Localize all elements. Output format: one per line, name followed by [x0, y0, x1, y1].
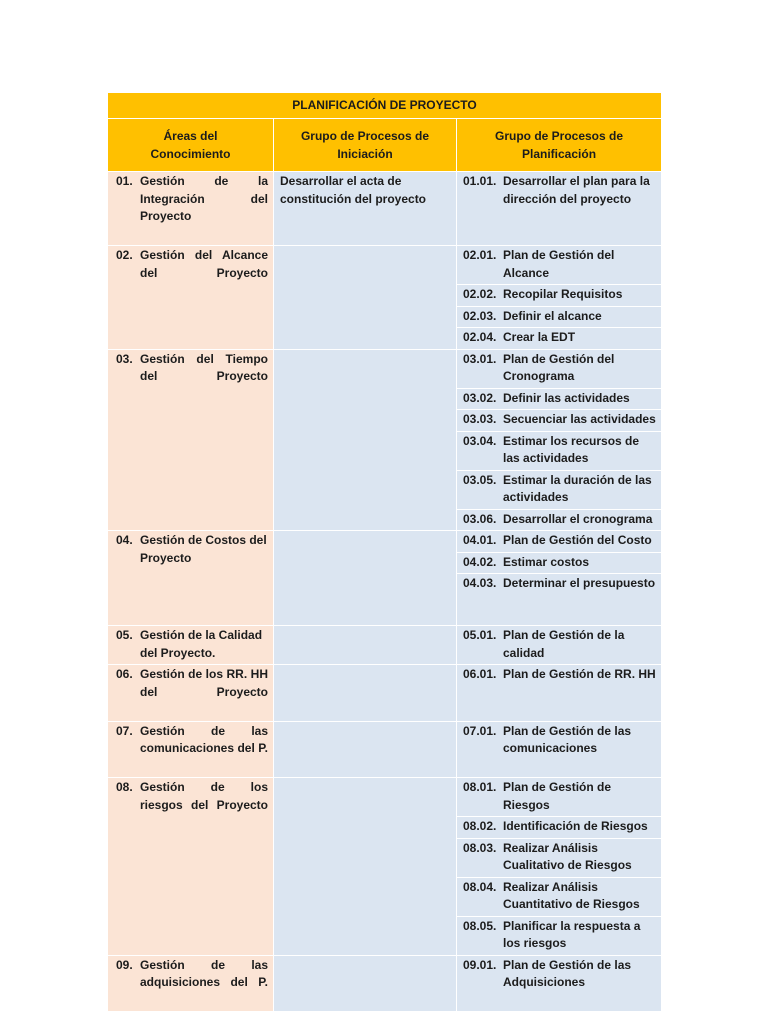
process-name: Plan de Gestión de las Adquisiciones	[503, 957, 632, 989]
planning-table	[107, 92, 662, 1012]
process-cell	[457, 431, 662, 470]
process-item	[463, 433, 657, 468]
process-name: Desarrollar el plan para la dirección del proyecto	[503, 174, 650, 206]
process-name: Secuenciar las actividades	[503, 412, 656, 426]
iniciacion-cell	[274, 246, 457, 350]
process-item	[463, 575, 657, 593]
area-name: Gestión de los RR. HH del Proyecto	[140, 667, 268, 699]
header-iniciacion: Grupo de Procesos de Iniciación	[274, 119, 457, 172]
area-number: 06.	[116, 667, 133, 681]
iniciacion-cell: Desarrollar el acta de constitución del proyecto	[274, 172, 457, 246]
process-cell	[457, 509, 662, 531]
process-code: 01.01.	[463, 174, 497, 188]
area-number: 02.	[116, 248, 133, 262]
process-cell	[457, 531, 662, 553]
area-name: Gestión del Tiempo del Proyecto	[140, 351, 268, 383]
process-code: 08.01.	[463, 780, 497, 794]
area-cell	[108, 721, 274, 778]
iniciacion-cell	[274, 955, 457, 1012]
process-cell	[457, 306, 662, 328]
process-code: 08.03.	[463, 840, 497, 855]
process-cell	[457, 955, 662, 1012]
process-code: 03.03.	[463, 412, 497, 426]
area-item	[116, 666, 268, 719]
process-item	[463, 308, 657, 326]
process-cell	[457, 246, 662, 285]
process-name: Realizar Análisis Cuantitativo de Riesgos	[503, 879, 640, 911]
area-cell	[108, 172, 274, 246]
area-item	[116, 351, 268, 404]
area-item	[116, 532, 268, 567]
process-name: Plan de Gestión de las comunicaciones	[503, 723, 632, 755]
process-code: 09.01.	[463, 957, 497, 972]
process-name: Desarrollar el cronograma	[503, 511, 653, 526]
area-name: Gestión de la Calidad del Proyecto.	[140, 628, 263, 660]
area-number: 05.	[116, 628, 133, 642]
process-cell	[457, 172, 662, 246]
process-item	[463, 329, 657, 347]
area-cell	[108, 531, 274, 626]
process-item	[463, 840, 657, 875]
area-number: 01.	[116, 174, 133, 188]
area-item	[116, 247, 268, 300]
table-row	[108, 721, 662, 778]
area-item	[116, 957, 268, 1010]
process-name: Identificación de Riesgos	[503, 819, 648, 833]
process-item	[463, 627, 657, 662]
process-item	[463, 511, 657, 529]
iniciacion-cell	[274, 531, 457, 626]
process-item	[463, 918, 657, 953]
table-row	[108, 955, 662, 1012]
process-item	[463, 247, 657, 282]
iniciacion-cell	[274, 626, 457, 665]
process-cell	[457, 410, 662, 432]
process-item	[463, 173, 657, 208]
process-item	[463, 666, 657, 684]
table-row	[108, 665, 662, 722]
area-cell	[108, 955, 274, 1012]
process-name: Plan de Gestión de Riesgos	[503, 780, 612, 812]
process-code: 04.02.	[463, 554, 497, 569]
process-item	[463, 472, 657, 507]
process-code: 03.04.	[463, 433, 497, 448]
process-item	[463, 390, 657, 408]
area-name: Gestión de las comunicaciones del P.	[140, 723, 268, 755]
iniciacion-cell	[274, 721, 457, 778]
process-cell	[457, 916, 662, 955]
process-code: 08.05.	[463, 918, 497, 933]
process-name: Definir las actividades	[503, 390, 630, 405]
title-row	[108, 93, 662, 119]
process-code: 04.03.	[463, 576, 497, 590]
area-cell	[108, 349, 274, 531]
table-row	[108, 172, 662, 246]
process-code: 02.03.	[463, 308, 497, 323]
process-cell	[457, 574, 662, 626]
process-name: Plan de Gestión del Costo	[503, 533, 652, 547]
process-name: Plan de Gestión del Cronograma	[503, 351, 615, 383]
process-code: 03.01.	[463, 351, 497, 366]
process-cell	[457, 778, 662, 817]
area-number: 09.	[116, 957, 133, 972]
process-cell	[457, 838, 662, 877]
table-row	[108, 531, 662, 553]
process-name: Plan de Gestión de la calidad	[503, 628, 625, 660]
area-number: 03.	[116, 351, 133, 366]
area-name: Gestión de los riesgos del Proyecto	[140, 780, 268, 812]
process-item	[463, 532, 657, 550]
table-row	[108, 349, 662, 388]
table-row	[108, 626, 662, 665]
process-name: Estimar costos	[503, 554, 590, 569]
process-code: 04.01.	[463, 533, 497, 547]
process-code: 07.01.	[463, 723, 497, 738]
area-cell	[108, 778, 274, 956]
process-item	[463, 554, 657, 572]
process-code: 06.01.	[463, 667, 497, 681]
table-row	[108, 778, 662, 817]
table-body	[108, 93, 662, 1012]
process-name: Definir el alcance	[503, 308, 602, 323]
process-item	[463, 723, 657, 758]
process-cell	[457, 721, 662, 778]
process-item	[463, 879, 657, 914]
area-name: Gestión de Costos del Proyecto	[140, 533, 267, 565]
process-code: 02.04.	[463, 330, 497, 344]
process-name: Plan de Gestión de RR. HH	[503, 667, 656, 681]
process-cell	[457, 877, 662, 916]
area-item	[116, 173, 268, 243]
area-cell	[108, 665, 274, 722]
area-number: 04.	[116, 533, 133, 547]
process-item	[463, 286, 657, 304]
process-code: 03.05.	[463, 472, 497, 487]
header-row	[108, 119, 662, 172]
area-item	[116, 723, 268, 776]
area-cell	[108, 626, 274, 665]
process-code: 02.01.	[463, 248, 497, 262]
process-name: Planificar la respuesta a los riesgos	[503, 918, 641, 950]
process-code: 03.02.	[463, 390, 497, 405]
process-item	[463, 351, 657, 386]
process-code: 05.01.	[463, 628, 497, 642]
process-name: Estimar los recursos de las actividades	[503, 433, 640, 465]
process-cell	[457, 470, 662, 509]
process-item	[463, 957, 657, 992]
process-code: 08.02.	[463, 819, 497, 833]
process-name: Crear la EDT	[503, 330, 576, 344]
table-row	[108, 246, 662, 285]
area-number: 08.	[116, 780, 133, 794]
process-cell	[457, 349, 662, 388]
process-cell	[457, 388, 662, 410]
area-number: 07.	[116, 723, 133, 738]
process-cell	[457, 552, 662, 574]
process-cell	[457, 285, 662, 307]
process-code: 03.06.	[463, 511, 497, 526]
process-cell	[457, 626, 662, 665]
process-code: 02.02.	[463, 287, 497, 301]
area-item	[116, 779, 268, 832]
process-name: Realizar Análisis Cualitativo de Riesgos	[503, 840, 632, 872]
process-code: 08.04.	[463, 879, 497, 894]
iniciacion-cell	[274, 778, 457, 956]
area-cell	[108, 246, 274, 350]
table-title: PLANIFICACIÓN DE PROYECTO	[108, 93, 662, 119]
process-name: Estimar la duración de las actividades	[503, 472, 652, 504]
iniciacion-cell	[274, 349, 457, 531]
process-item	[463, 411, 657, 429]
header-planificacion: Grupo de Procesos de Planificación	[457, 119, 662, 172]
process-name: Determinar el presupuesto	[503, 576, 656, 590]
process-cell	[457, 328, 662, 350]
process-cell	[457, 665, 662, 722]
process-name: Plan de Gestión del Alcance	[503, 248, 615, 280]
process-item	[463, 779, 657, 814]
process-item	[463, 818, 657, 836]
area-name: Gestión de la Integración del Proyecto	[140, 174, 268, 223]
area-name: Gestión del Alcance del Proyecto	[140, 248, 268, 280]
area-name: Gestión de las adquisiciones del P.	[140, 957, 268, 989]
area-item	[116, 627, 268, 662]
process-cell	[457, 817, 662, 839]
process-name: Recopilar Requisitos	[503, 287, 623, 301]
header-areas: Áreas del Conocimiento	[108, 119, 274, 172]
iniciacion-cell	[274, 665, 457, 722]
